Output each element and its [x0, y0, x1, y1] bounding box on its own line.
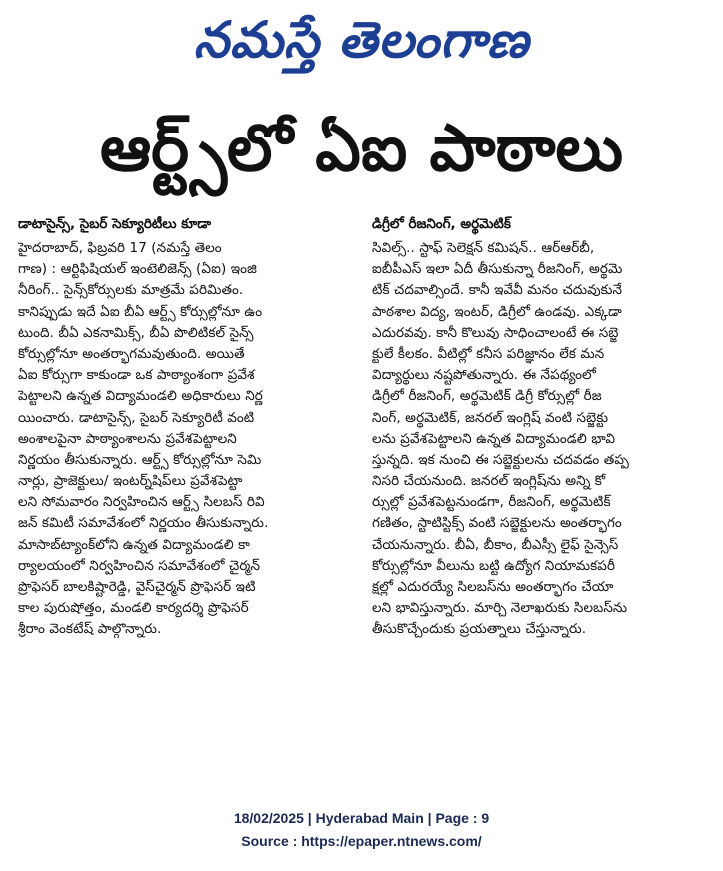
article-text-line: పెట్టాలని ఉన్నత విద్యామండలి అధికారులు నిర్ణ: [18, 388, 263, 405]
article-text-line: క్టులే కీలకం. వీటిల్లో కనీస పరిజ్ఞానం లేక మన: [372, 345, 605, 362]
article-headline: ఆర్ట్స్‌లో ఏఐ పాఠాలు: [100, 112, 623, 186]
article-text-line: ప్రొఫెసర్ బాలకిష్టారెడ్డి, వైస్‌చైర్మన్ ప్రొఫెసర్ ఇటి: [18, 579, 256, 595]
source-link[interactable]: Source : https://epaper.ntnews.com/: [241, 833, 482, 849]
article-text-line: హైదరాబాద్, ఫిబ్రవరి 17 (నమస్తే తెలం: [18, 240, 222, 256]
left-body: [18, 238, 348, 641]
article-text-line: నిర్ణయం తీసుకున్నారు. ఆర్ట్స్ కోర్సుల్లోనూ సెమి: [18, 451, 262, 468]
article-text-line: ఐబీపీఎస్ ఇలా ఏదీ తీసుకున్నా రీజనింగ్, అర్థమె: [372, 261, 623, 278]
edition-info: 18/02/2025 | Hyderabad Main | Page : 9: [233, 810, 490, 826]
article-text-line: అంశాలపైనా పాఠ్యాంశాలను ప్రవేశపెట్టాలని: [18, 430, 237, 447]
article-text-line: ర్యాలయంలో నిర్వహించిన సమావేశంలో చైర్మన్: [18, 557, 261, 574]
article-text-line: లను ప్రవేశపెట్టాలని ఉన్నత విద్యామండలి భావి: [372, 430, 616, 447]
left-subheading: డాటాసైన్స్, సైబర్ సెక్యూరిటీలు కూడా: [18, 216, 212, 232]
article-text-line: లని భావిస్తున్నారు. మార్చి నెలాఖరుకు సిలబస్‌ను: [372, 600, 628, 617]
right-subheading: డిగ్రీలో రీజనింగ్, అర్థమెటిక్: [372, 216, 511, 232]
article-text-line: పాఠశాల విద్య, ఇంటర్, డిగ్రీలో ఉండవు. ఎక్కడా: [372, 303, 622, 320]
article-text-line: కోర్సుల్లోనూ అంతర్భాగమవుతుంది. అయితే: [18, 345, 245, 362]
article-text-line: నీరింగ్.. సైన్స్‌కోర్సులకు మాత్రమే పరిమితం.: [18, 282, 244, 299]
article-text-line: ఏఐ కోర్సుగా కాకుండా ఒక పాఠ్యాంశంగా ప్రవేశ: [18, 367, 255, 384]
article-text-line: మాసాబ్‌ట్యాంక్‌లోని ఉన్నత విద్యామండలి కా: [18, 536, 250, 553]
article-text-line: స్తున్నది. ఇక నుంచి ఈ సబ్జెక్టులను చదవడం తప్ప: [372, 451, 629, 468]
article-text-line: తీసుకొచ్చేందుకు ప్రయత్నాలు చేస్తున్నారు.: [372, 621, 587, 638]
article-text-line: గణితం, స్టాటిస్టిక్స్ వంటి సబ్జెక్టులను అంతర్భాగం: [372, 515, 622, 532]
article-text-line: లని సోమవారం నిర్వహించిన ఆర్ట్స్ సిలబస్ రివి: [18, 494, 265, 511]
article-text-line: టిక్ చదవాల్సిందే. కానీ ఇవేవీ మనం చదువుకునే: [372, 282, 623, 299]
article-text-line: గాణ) : ఆర్టిఫిషియల్ ఇంటెలిజెన్స్ (ఏఐ) ఇంజి: [18, 261, 257, 278]
article-text-line: కానిప్పుడు ఇదే ఏఐ బీఏ ఆర్ట్స్ కోర్సుల్లోనూ ఉం: [18, 303, 263, 320]
article-text-line: టుంది. బీఏ ఎకనామిక్స్, బీఏ పొలిటికల్ సైన్స్: [18, 324, 254, 341]
article-text-line: ఎదురవవు. కానీ కొలువు సాధించాలంటే ఈ సబ్జె: [372, 324, 619, 341]
article-text-line: కోర్సుల్లోనూ వీలును బట్టి ఉద్యోగ నియామకపరీ: [372, 557, 616, 574]
article-text-line: నార్లు, ప్రాజెక్టులు/ ఇంటర్న్‌షిప్‌లు ప్రవేశపెట్టా: [18, 473, 243, 490]
article-column-left: [18, 214, 348, 641]
article-column-right: [372, 214, 702, 641]
article-text-line: జన్ కమిటీ సమావేశంలో నిర్ణయం తీసుకున్నారు.: [18, 515, 269, 532]
article-text-line: కాల పురుషోత్తం, మండలి కార్యదర్శి ప్రొఫెసర్: [18, 600, 249, 617]
article-text-line: క్షల్లో ఎదురయ్యే సిలబస్‌ను అంతర్భాగం చేయా: [372, 579, 614, 595]
article-text-line: శ్రీరాం వెంకటేష్ పాల్గొన్నారు.: [18, 621, 162, 638]
article-text-line: నిసరి చేయనుంది. జనరల్ ఇంగ్లిష్‌ను అన్ని కో: [372, 473, 606, 490]
article-text-line: డిగ్రీలో రీజనింగ్, అర్థమెటిక్ డిగ్రీ కోర్సుల్లో రీజ: [372, 388, 602, 405]
right-body: [372, 238, 702, 641]
article-text-line: నింగ్, అర్థమెటిక్, జనరల్ ఇంగ్లిష్ వంటి సబ్జెక్టు: [372, 409, 609, 426]
newspaper-masthead: నమస్తే తెలంగాణ: [193, 11, 530, 69]
article-text-line: ర్సుల్లో ప్రవేశపెట్టనుండగా, రీజనింగ్, అర్థమెటిక్: [372, 494, 611, 511]
article-text-line: చేయనున్నారు. బీఏ, బీకాం, బీఎస్సీ లైఫ్ సైన్సెస్: [372, 536, 619, 553]
article-text-line: యించారు. డాటాసైన్స్, సైబర్ సెక్యూరిటీ వంటి: [18, 409, 255, 426]
article-text-line: సివిల్స్.. స్టాఫ్ సెలెక్షన్ కమిషన్.. ఆర్‌ఆర్‌బీ,: [372, 240, 595, 256]
article-text-line: విద్యార్థులు నష్టపోతున్నారు. ఈ నేపథ్యంలో: [372, 367, 597, 384]
